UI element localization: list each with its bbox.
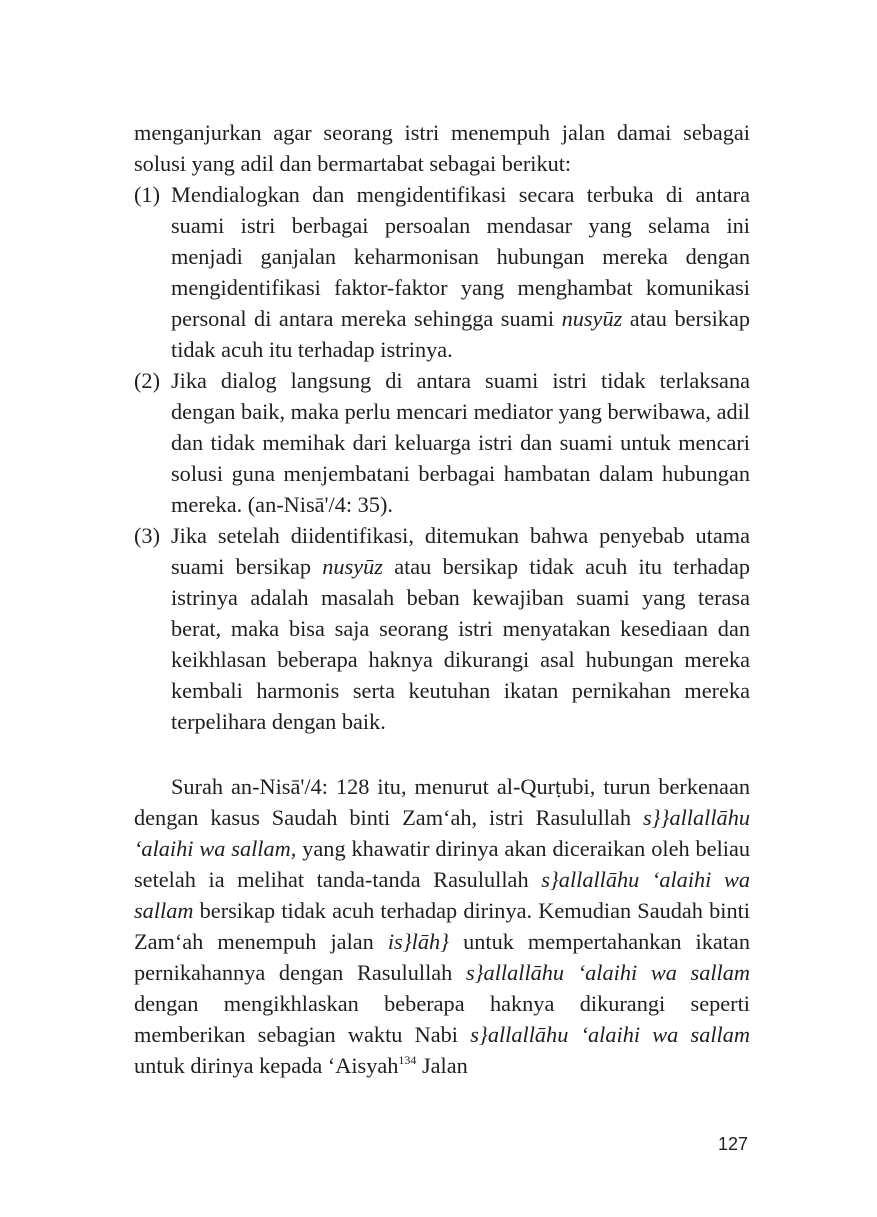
italic-honorific: s}allallāhu ‘alaihi wa sallam <box>470 1022 751 1047</box>
body-paragraph <box>134 771 750 1081</box>
list-item-text-part: atau bersikap tidak acuh itu terhadap istrinya. <box>171 306 750 362</box>
list-item-text-part: Mendialogkan dan mengidentifikasi secara terbuka di antara suami istri berbagai persoalan mendasar yang selama ini menjadi ganjalan keharmonisan hubungan mereka dengan mengidentifikasi faktor-faktor yang menghambat komunikasi personal di antara mereka sehingga suami <box>171 182 750 331</box>
list-item-text-part: atau bersikap tidak acuh itu terhadap istrinya adalah masalah beban kewajiban suami yang terasa berat, maka bisa saja seorang istri menyatakan kesediaan dan keikhlasan beberapa haknya dikurangi asal hubungan mereka kembali harmonis serta keutuhan ikatan pernikahan mereka terpelihara dengan baik. <box>171 554 750 734</box>
list-item <box>134 520 750 737</box>
list-item <box>134 365 750 520</box>
italic-term: is}lāh} <box>387 929 450 954</box>
intro-paragraph: menganjurkan agar seorang istri menempuh jalan damai sebagai solusi yang adil dan bermartabat sebagai berikut: <box>134 120 750 176</box>
list-item-number: (2) <box>134 368 160 393</box>
list-item-text-part: Jika setelah diidentifikasi, ditemukan bahwa penyebab utama suami bersikap <box>171 523 750 579</box>
italic-honorific: s}allallāhu ‘alaihi wa sallam <box>465 960 750 985</box>
italic-honorific: s}allallāhu ‘alaihi wa sallam <box>134 867 750 923</box>
list-item-text: Jika dialog langsung di antara suami istri tidak terlaksana dengan baik, maka perlu mencari mediator yang berwibawa, adil dan tidak memihak dari keluarga istri dan suami untuk mencari solusi guna menjembatani berbagai hambatan dalam hubungan mereka. (an-Nisā'/4: 35). <box>171 368 750 517</box>
book-page-content <box>134 117 750 1081</box>
italic-term: nusyūz <box>561 306 623 331</box>
footnote-reference: 134 <box>398 1053 417 1067</box>
body-text-part: untuk dirinya kepada ‘Aisyah <box>134 1053 399 1078</box>
italic-honorific: s}}allallāhu ‘alaihi wa sallam, <box>134 805 750 861</box>
paragraph-spacing <box>134 737 750 771</box>
list-item-text <box>171 179 750 365</box>
body-text-part: Surah an-Nisā'/4: 128 itu, menurut al-Qurṭubi, turun berkenaan dengan kasus Saudah binti Zam‘ah, istri Rasulullah <box>134 774 750 830</box>
body-text-part: bersikap tidak acuh terhadap dirinya. Kemudian Saudah binti Zam‘ah menempuh jalan <box>134 898 750 954</box>
body-text-part: untuk mempertahankan ikatan pernikahannya dengan Rasulullah <box>134 929 750 985</box>
body-text-part: dengan mengikhlaskan beberapa haknya dikurangi seperti memberikan sebagian waktu Nabi <box>134 991 750 1047</box>
italic-term: nusyūz <box>322 554 383 579</box>
recommendation-list <box>134 179 750 737</box>
body-text-part: yang khawatir dirinya akan diceraikan oleh beliau setelah ia melihat tanda-tanda Rasulullah <box>134 836 751 892</box>
body-text-part: Jalan <box>416 1053 468 1078</box>
list-item-number: (1) <box>134 182 160 207</box>
page-number: 127 <box>718 1134 749 1154</box>
list-item-text <box>171 520 750 737</box>
list-item <box>134 179 750 365</box>
list-item-number: (3) <box>134 523 160 548</box>
